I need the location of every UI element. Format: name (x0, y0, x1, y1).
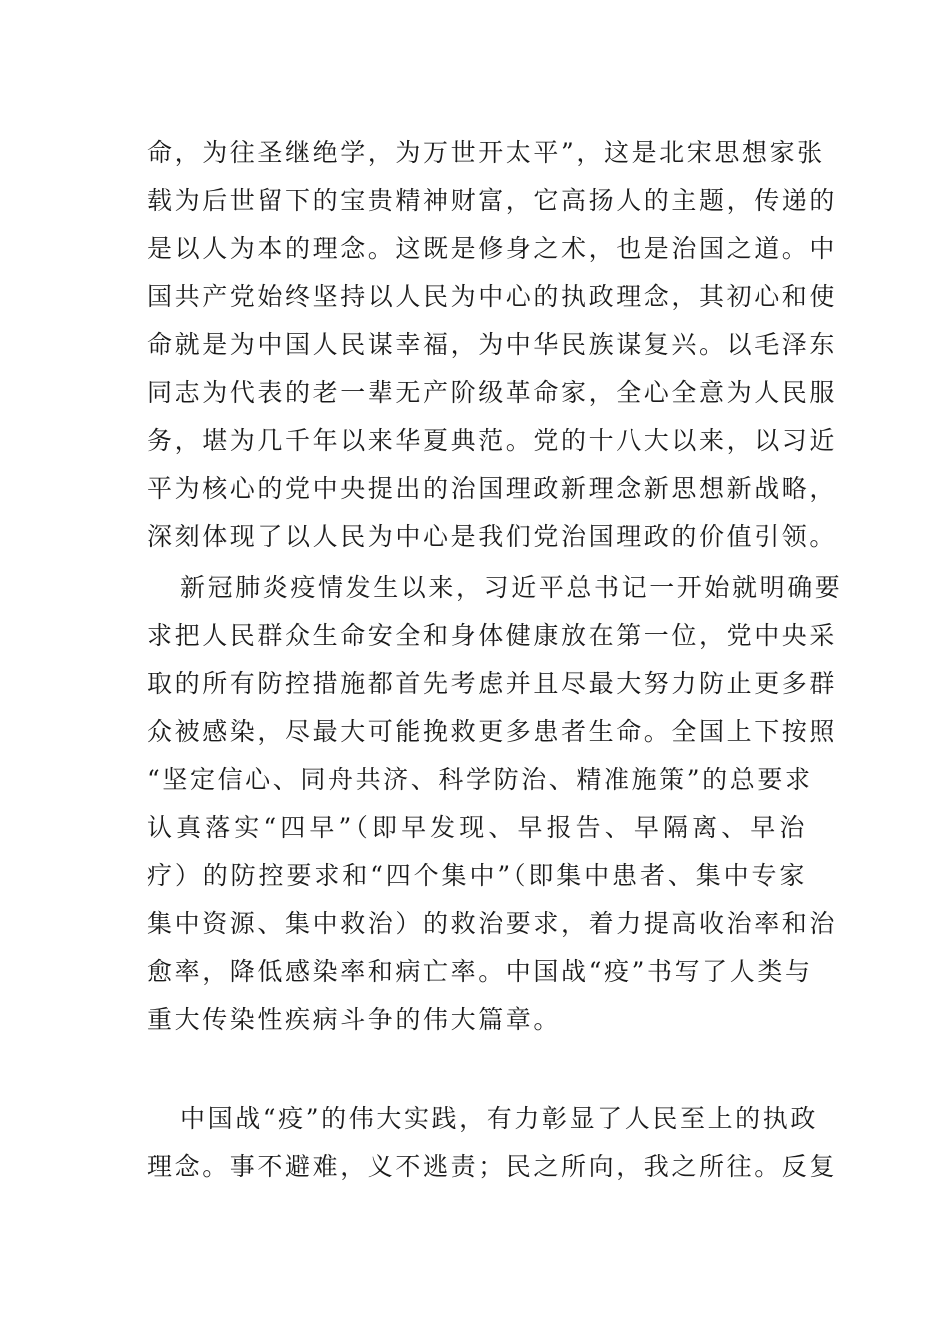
text-line: 命，为往圣继绝学，为万世开太平”，这是北宋思想家张 (147, 138, 825, 167)
text-line: 深刻体现了以人民为中心是我们党治国理政的价值引领。 (147, 522, 838, 551)
text-line: 重大传染性疾病斗争的伟大篇章。 (147, 1005, 562, 1034)
text-line: 疗）的防控要求和“四个集中”（即集中患者、集中专家 (147, 861, 807, 890)
text-line: 同志为代表的老一辈无产阶级革命家，全心全意为人民服 (147, 378, 838, 407)
text-line: 平为核心的党中央提出的治国理政新理念新思想新战略， (147, 474, 838, 503)
text-line: 众被感染，尽最大可能挽救更多患者生命。全国上下按照 (147, 717, 838, 746)
text-line: “坚定信心、同舟共济、科学防治、精准施策”的总要求 (147, 765, 813, 794)
text-line: 求把人民群众生命安全和身体健康放在第一位，党中央采 (147, 621, 838, 650)
text-line: 中国战“疫”的伟大实践，有力彰显了人民至上的执政 (180, 1104, 818, 1133)
text-line: 命就是为中国人民谋幸福，为中华民族谋复兴。以毛泽东 (147, 330, 838, 359)
text-line: 是以人为本的理念。这既是修身之术，也是治国之道。中 (147, 234, 838, 263)
text-line: 新冠肺炎疫情发生以来，习近平总书记一开始就明确要 (180, 573, 843, 602)
text-line: 认真落实“四早”（即早发现、早报告、早隔离、早治 (147, 813, 807, 842)
text-line: 务，堪为几千年以来华夏典范。党的十八大以来，以习近 (147, 426, 838, 455)
text-line: 国共产党始终坚持以人民为中心的执政理念，其初心和使 (147, 282, 838, 311)
text-line: 愈率，降低感染率和病亡率。中国战“疫”书写了人类与 (147, 957, 813, 986)
text-line: 理念。事不避难，义不逃责；民之所向，我之所往。反复 (147, 1152, 838, 1181)
text-line: 载为后世留下的宝贵精神财富，它高扬人的主题，传递的 (147, 186, 838, 215)
text-line: 集中资源、集中救治）的救治要求，着力提高收治率和治 (147, 909, 838, 938)
text-line: 取的所有防控措施都首先考虑并且尽最大努力防止更多群 (147, 669, 838, 698)
